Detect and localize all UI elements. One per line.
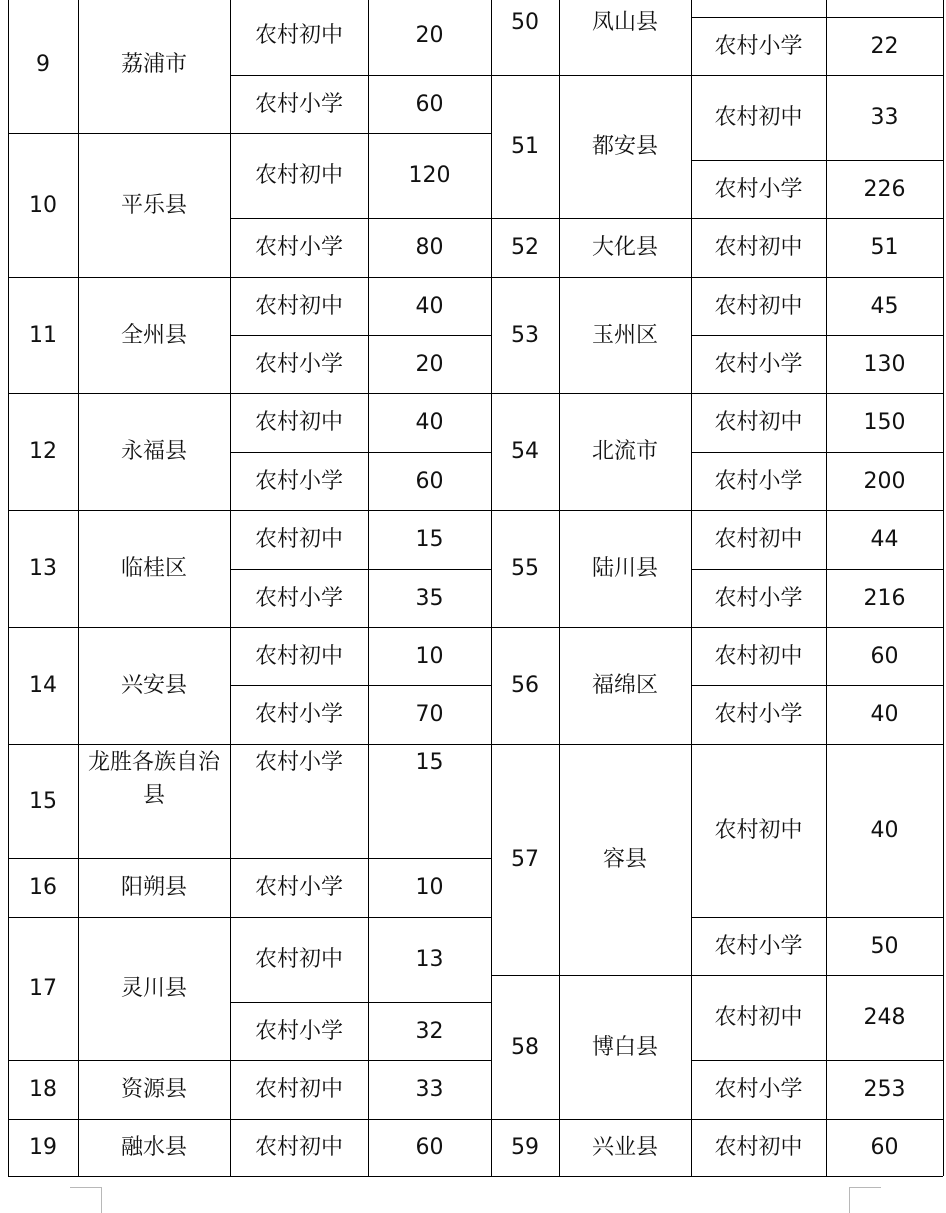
table-rule-horizontal <box>230 218 491 219</box>
row-number: 16 <box>29 875 57 900</box>
school-type: 农村初中 <box>714 643 803 669</box>
school-count: 60 <box>415 91 444 117</box>
school-count: 44 <box>870 527 899 552</box>
school-count: 200 <box>863 468 906 494</box>
county-name: 大化县 <box>591 235 658 260</box>
row-number: 17 <box>29 976 57 1001</box>
table-rule-vertical <box>8 0 9 1176</box>
school-count: 22 <box>870 33 899 59</box>
table-rule-horizontal <box>230 1002 491 1003</box>
school-count: 226 <box>863 176 906 202</box>
school-count: 248 <box>863 1005 906 1030</box>
school-count: 60 <box>870 1135 899 1160</box>
school-count: 80 <box>415 235 444 260</box>
school-type: 农村小学 <box>714 351 803 377</box>
county-name: 阳朔县 <box>120 875 187 900</box>
school-count: 20 <box>415 22 444 48</box>
table-rule-vertical <box>943 0 944 1176</box>
county-name: 博白县 <box>591 1034 658 1060</box>
row-number: 55 <box>511 556 539 581</box>
school-count: 33 <box>870 105 899 130</box>
school-count: 253 <box>863 1077 906 1102</box>
school-count: 51 <box>870 235 899 260</box>
school-type: 农村小学 <box>254 702 343 727</box>
school-type: 农村初中 <box>254 643 343 669</box>
table-rule-horizontal <box>230 685 491 686</box>
page-corner-mark <box>849 1187 881 1213</box>
school-type: 农村小学 <box>254 235 343 260</box>
row-number: 58 <box>511 1034 539 1060</box>
county-name: 灵川县 <box>120 976 187 1001</box>
school-type: 农村小学 <box>254 875 343 900</box>
county-name: 全州县 <box>120 322 187 348</box>
table-rule-horizontal <box>230 452 491 453</box>
school-count: 120 <box>408 163 451 188</box>
county-name: 凤山县 <box>591 10 658 35</box>
school-type: 农村小学 <box>254 91 343 117</box>
school-type: 农村小学 <box>714 933 803 959</box>
school-type: 农村小学 <box>714 585 803 611</box>
school-type: 农村初中 <box>254 527 343 552</box>
school-count: 60 <box>415 1135 444 1160</box>
school-type: 农村初中 <box>254 293 343 319</box>
school-count: 10 <box>415 875 444 900</box>
row-number: 13 <box>29 556 57 581</box>
school-count: 40 <box>415 293 444 319</box>
school-type: 农村初中 <box>714 1005 803 1030</box>
school-count: 35 <box>415 585 444 611</box>
school-type: 农村小学 <box>714 702 803 727</box>
school-type: 农村小学 <box>254 1018 343 1044</box>
school-count: 60 <box>415 468 444 494</box>
school-count: 15 <box>415 750 444 775</box>
row-number: 19 <box>29 1135 57 1160</box>
school-type: 农村小学 <box>254 585 343 611</box>
row-number: 15 <box>29 788 57 814</box>
school-type: 农村初中 <box>714 1135 803 1160</box>
school-type: 农村小学 <box>254 468 343 494</box>
county-name: 临桂区 <box>120 556 187 581</box>
school-count: 130 <box>863 351 906 377</box>
county-name: 资源县 <box>120 1077 187 1102</box>
school-type: 农村初中 <box>714 293 803 319</box>
school-count: 40 <box>870 702 899 727</box>
school-count: 45 <box>870 293 899 319</box>
row-number: 50 <box>511 10 539 35</box>
school-type: 农村小学 <box>714 468 803 494</box>
school-type: 农村小学 <box>714 176 803 202</box>
county-name: 陆川县 <box>591 556 658 581</box>
school-count: 40 <box>870 818 899 843</box>
school-type: 农村初中 <box>254 947 343 972</box>
row-number: 59 <box>511 1135 539 1160</box>
school-count: 20 <box>415 351 444 377</box>
table-rule-horizontal <box>8 1176 943 1177</box>
school-type: 农村初中 <box>714 818 803 843</box>
county-name: 龙胜各族自治县 <box>87 750 220 808</box>
row-number: 10 <box>29 192 57 218</box>
row-number: 11 <box>29 322 57 348</box>
row-number: 14 <box>29 673 57 698</box>
school-count: 60 <box>870 643 899 669</box>
school-type: 农村初中 <box>254 1135 343 1160</box>
school-type: 农村小学 <box>714 1077 803 1102</box>
school-count: 70 <box>415 702 444 727</box>
row-number: 53 <box>511 322 539 348</box>
school-type: 农村初中 <box>254 22 343 48</box>
table-rule-horizontal <box>230 569 491 570</box>
table-rule-horizontal <box>8 744 491 745</box>
table-rule-vertical <box>230 0 231 1176</box>
school-type: 农村初中 <box>254 1077 343 1102</box>
row-number: 9 <box>36 51 50 77</box>
school-count: 50 <box>870 933 899 959</box>
row-number: 57 <box>511 847 539 872</box>
county-name: 永福县 <box>120 439 187 464</box>
page-corner-mark <box>70 1187 102 1213</box>
school-count: 33 <box>415 1077 444 1102</box>
school-type: 农村初中 <box>714 105 803 130</box>
school-type: 农村小学 <box>254 351 343 377</box>
school-count: 150 <box>863 410 906 435</box>
school-count: 216 <box>863 585 906 611</box>
county-name: 兴业县 <box>591 1135 658 1160</box>
county-name: 兴安县 <box>120 673 187 698</box>
county-name: 融水县 <box>120 1135 187 1160</box>
table-rule-vertical <box>78 0 79 1176</box>
school-type: 农村初中 <box>714 410 803 435</box>
row-number: 51 <box>511 134 539 159</box>
table-rule-vertical <box>826 0 827 1176</box>
school-type: 农村初中 <box>254 163 343 188</box>
row-number: 18 <box>29 1077 57 1102</box>
table-rule-horizontal <box>691 17 943 18</box>
county-name: 容县 <box>602 847 647 872</box>
row-number: 12 <box>29 439 57 464</box>
row-number: 54 <box>511 439 539 464</box>
school-count: 40 <box>415 410 444 435</box>
school-type: 农村初中 <box>254 410 343 435</box>
school-type: 农村初中 <box>714 235 803 260</box>
table-rule-horizontal <box>230 335 491 336</box>
county-name: 都安县 <box>591 134 658 159</box>
county-name: 荔浦市 <box>120 51 187 77</box>
row-number: 56 <box>511 673 539 698</box>
school-count: 15 <box>415 527 444 552</box>
table-rule-vertical <box>491 0 492 1176</box>
county-name: 北流市 <box>591 439 658 464</box>
table-rule-vertical <box>368 0 369 1176</box>
row-number: 52 <box>511 235 539 260</box>
table-rule-vertical <box>691 0 692 1176</box>
school-type: 农村初中 <box>714 527 803 552</box>
school-count: 13 <box>415 947 444 972</box>
table-rule-horizontal <box>230 75 491 76</box>
table-rule-vertical <box>559 0 560 1176</box>
school-type: 农村小学 <box>714 33 803 59</box>
county-name: 平乐县 <box>120 192 187 218</box>
school-type: 农村小学 <box>254 750 343 775</box>
county-name: 福绵区 <box>591 673 658 698</box>
school-count: 32 <box>415 1018 444 1044</box>
county-name: 玉州区 <box>591 322 658 348</box>
school-count: 10 <box>415 643 444 669</box>
